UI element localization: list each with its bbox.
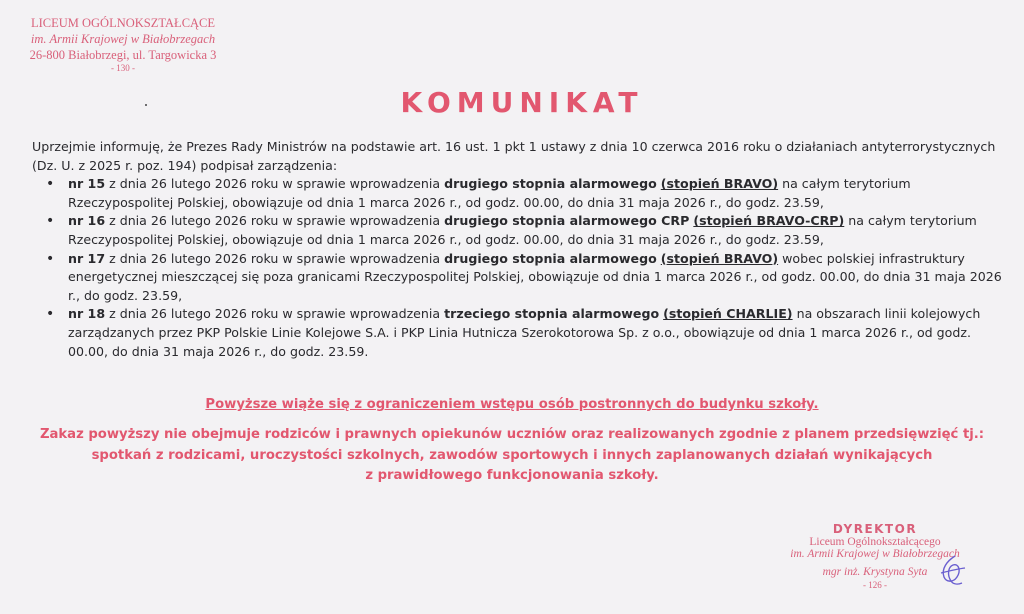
regulation-scope: na całym terytorium Rzeczypospolitej Polskiej, obowiązuje od dnia 1 marca 2026 r., od godz. 00.00, do dnia 31 maja 2026 r., do godz. 23.59,	[68, 176, 911, 210]
exemption-line-2: spotkań z rodzicami, uroczystości szkolnych, zawodów sportowych i innych zaplanowanych działań wynikających	[91, 447, 933, 463]
handwritten-signature	[935, 553, 967, 587]
list-item	[32, 305, 1004, 361]
alert-level: drugiego stopnia alarmowego CRP	[444, 213, 690, 229]
alert-code: (stopień CHARLIE)	[663, 306, 793, 322]
list-item	[32, 175, 1004, 212]
access-restriction-notice: Powyższe wiąże się z ograniczeniem wstępu osób postronnych do budynku szkoły.	[205, 397, 819, 412]
list-item	[32, 212, 1004, 249]
stamp-line-4: - 130 -	[111, 63, 135, 73]
exemption-line-1: Zakaz powyższy nie obejmuje rodziców i prawnych opiekunów uczniów oraz realizowanych zgodnie z planem przedsięwzięć tj.:	[39, 427, 985, 442]
school-patron: im. Armii Krajowej w Białobrzegach	[790, 548, 960, 560]
stamp-number: - 126 -	[863, 580, 887, 590]
alert-level: trzeciego stopnia alarmowego	[444, 306, 660, 322]
exemption-notice	[0, 425, 1024, 487]
alert-code: (stopień BRAVO)	[660, 176, 779, 192]
school-name: Liceum Ogólnokształcącego	[809, 536, 941, 548]
document-body	[32, 138, 1004, 361]
director-title: DYREKTOR	[832, 522, 918, 536]
regulation-number: nr 17	[68, 250, 106, 266]
regulation-text: z dnia 26 lutego 2026 roku w sprawie wprowadzenia	[105, 306, 445, 322]
alert-code: (stopień BRAVO-CRP)	[693, 213, 845, 229]
page-title: KOMUNIKAT	[400, 86, 644, 119]
stamp-line-1: LICEUM OGÓLNOKSZTAŁCĄCE	[30, 16, 216, 30]
intro-paragraph: Uprzejmie informuję, że Prezes Rady Ministrów na podstawie art. 16 ust. 1 pkt 1 ustawy z dnia 10 czerwca 2016 roku o działaniach antyterrorystycznych (Dz. U. z 2025 r. poz. 194) podpisał zarządzenia:	[32, 139, 996, 173]
alert-level: drugiego stopnia alarmowego	[444, 176, 657, 192]
alert-code: (stopień BRAVO)	[660, 250, 779, 266]
director-name: mgr inż. Krystyna Syta	[822, 566, 928, 578]
school-stamp-top	[18, 15, 228, 74]
exemption-line-3: z prawidłowego funkcjonowania szkoły.	[365, 468, 659, 483]
regulation-number: nr 16	[68, 213, 106, 229]
regulation-text: z dnia 26 lutego 2026 roku w sprawie wprowadzenia	[105, 176, 445, 192]
regulation-number: nr 15	[68, 176, 106, 192]
stamp-line-3: 26-800 Białobrzegi, ul. Targowicka 3	[29, 48, 217, 62]
list-item	[32, 250, 1004, 306]
stamp-line-2: im. Armii Krajowej w Białobrzegach	[30, 32, 216, 46]
regulation-scope: na całym terytorium Rzeczypospolitej Polskiej, obowiązuje od dnia 1 marca 2026 r., od godz. 00.00, do dnia 31 maja 2026 r., do godz. 23.59,	[68, 213, 977, 247]
regulation-number: nr 18	[68, 306, 106, 322]
regulation-text: z dnia 26 lutego 2026 roku w sprawie wprowadzenia	[105, 250, 445, 266]
regulation-scope: wobec polskiej infrastruktury energetycznej mieszczącej się poza granicami Rzeczypospolitej Polskiej, obowiązuje od dnia 1 marca 2026 r., od godz. 00.00, do dnia 31 maja 2026 r., do godz. 23.59,	[68, 250, 1002, 303]
alert-level: drugiego stopnia alarmowego	[444, 250, 657, 266]
regulation-scope: na obszarach linii kolejowych zarządzanych przez PKP Polskie Linie Kolejowe S.A. i PKP Linia Hutnicza Szerokotorowa Sp. z o.o., obowiązuje od dnia 1 marca 2026 r., od godz. 00.00, do dnia 31 maja 2026 r., do godz. 23.59.	[68, 306, 981, 359]
regulations-list	[32, 175, 1004, 361]
regulation-text: z dnia 26 lutego 2026 roku w sprawie wprowadzenia	[105, 213, 445, 229]
